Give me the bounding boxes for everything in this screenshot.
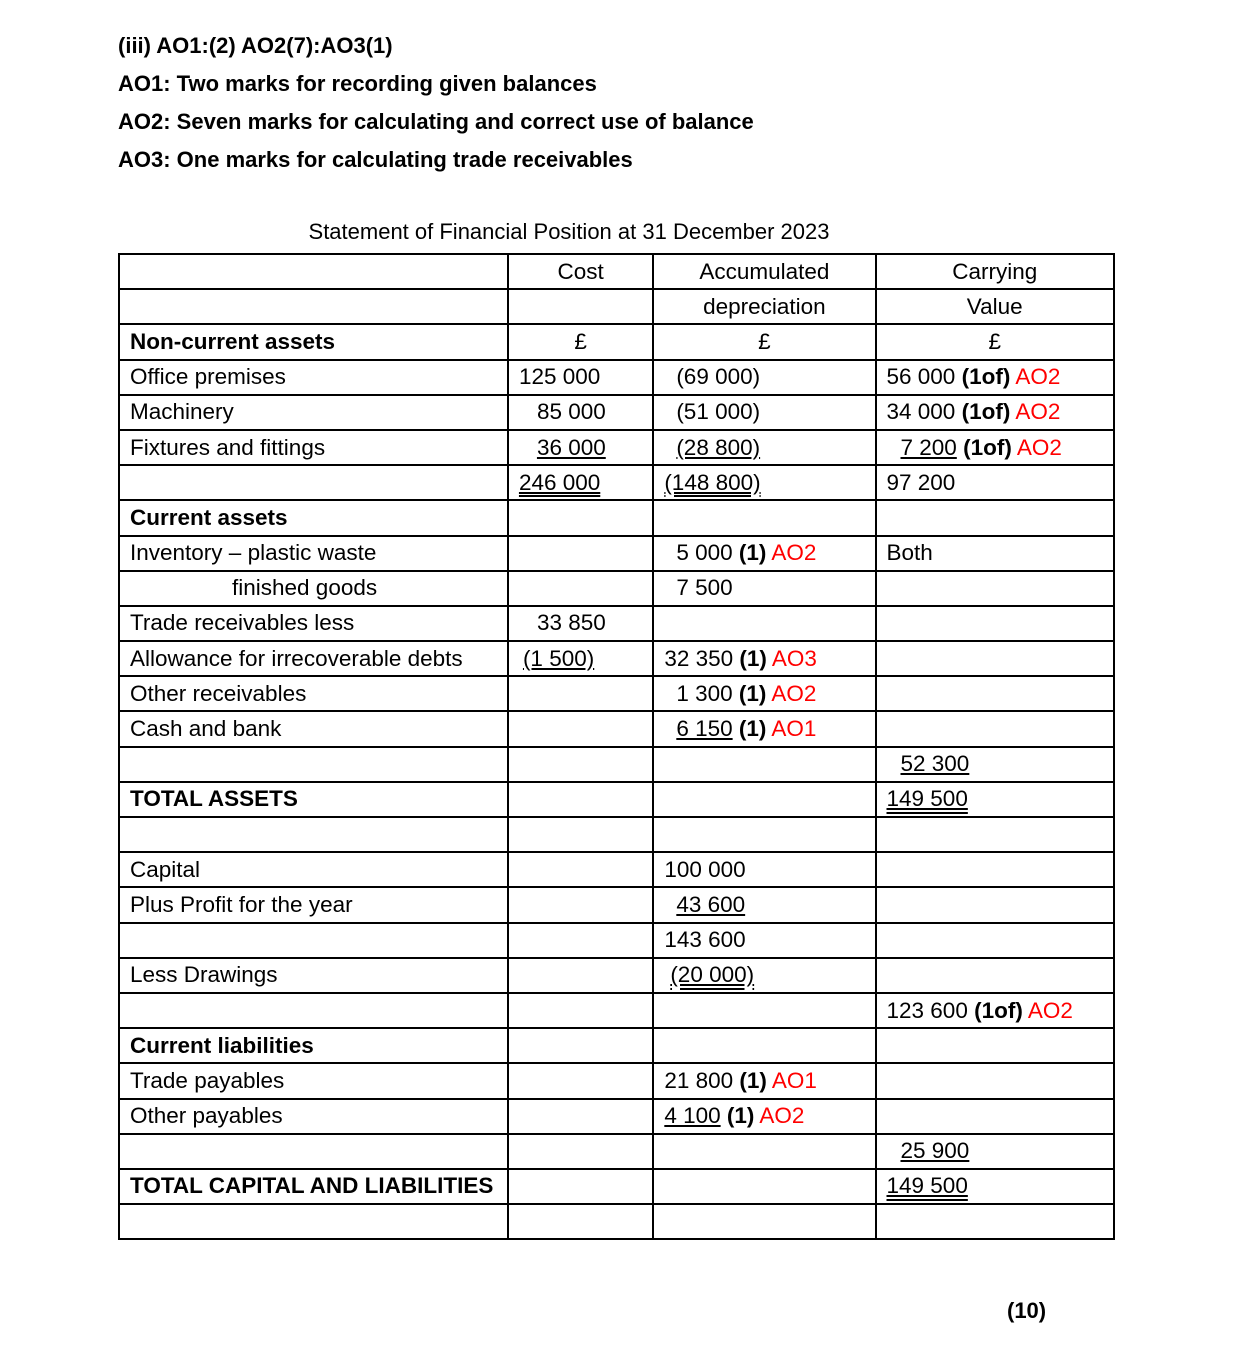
cell-text: 143 600 (664, 927, 746, 953)
cell-text: 149 500 (886, 786, 968, 812)
item-cell (119, 465, 508, 500)
section-heading: TOTAL ASSETS (130, 786, 298, 812)
item-cell (119, 958, 508, 993)
table-row (119, 1169, 1114, 1204)
carrying-value-cell (876, 571, 1115, 606)
assessment-objective-code: AO1 (771, 716, 817, 742)
question-part-heading: (iii) AO1:(2) AO2(7):AO3(1) (118, 33, 393, 58)
mark-award: (1) (739, 1067, 767, 1093)
table-row (119, 606, 1114, 641)
cell-text: Capital (130, 856, 201, 882)
amount: 34 000 (886, 399, 956, 425)
table-row (119, 958, 1114, 993)
cell-text: Allowance for irrecoverable debts (130, 645, 463, 671)
accumulated-depreciation-cell (653, 958, 875, 993)
accumulated-depreciation-cell (653, 289, 875, 324)
table-row (119, 711, 1114, 746)
accumulated-depreciation-cell (653, 993, 875, 1028)
cell-text: 85 000 (536, 399, 606, 425)
amount: 123 600 (886, 997, 968, 1023)
mark-award: (1) (738, 716, 767, 742)
cost-cell (508, 923, 653, 958)
section-heading: TOTAL CAPITAL AND LIABILITIES (130, 1173, 494, 1199)
cell-text: finished goods (232, 575, 378, 601)
item-cell (119, 1169, 508, 1204)
accumulated-depreciation-cell (653, 782, 875, 817)
carrying-value-cell (876, 641, 1115, 676)
cell-text: Value (966, 293, 1023, 319)
cost-cell (508, 465, 653, 500)
mark-award: (1) (738, 540, 767, 566)
accumulated-depreciation-cell (653, 923, 875, 958)
carrying-value-cell (876, 1099, 1115, 1134)
accumulated-depreciation-cell (653, 1028, 875, 1063)
section-heading: Current assets (130, 504, 288, 530)
cell-text: (1 500) (522, 645, 595, 671)
cell-text: Trade payables (130, 1067, 285, 1093)
item-cell (119, 606, 508, 641)
carrying-value-cell (876, 676, 1115, 711)
statement-title: Statement of Financial Position at 31 December 2023 (308, 219, 830, 244)
assessment-objective-code: AO2 (759, 1103, 805, 1129)
cell-text: depreciation (703, 293, 826, 319)
cell-text: Other payables (130, 1103, 283, 1129)
cell-text: Machinery (130, 399, 234, 425)
cost-cell (508, 782, 653, 817)
table-row (119, 676, 1114, 711)
cost-cell (508, 324, 653, 359)
carrying-value-cell (876, 923, 1115, 958)
item-cell (119, 782, 508, 817)
carrying-value-cell (876, 1204, 1115, 1239)
cell-text: Less Drawings (130, 962, 278, 988)
assessment-objective-code: AO2 (1015, 364, 1061, 390)
carrying-value-cell (876, 1134, 1115, 1169)
cell-text: Fixtures and fittings (130, 434, 326, 460)
accumulated-depreciation-cell (653, 1134, 875, 1169)
carrying-value-cell (876, 395, 1115, 430)
item-cell (119, 1099, 508, 1134)
accumulated-depreciation-cell (653, 254, 875, 289)
table-row (119, 887, 1114, 922)
carrying-value-cell (876, 711, 1115, 746)
table-row (119, 817, 1114, 852)
section-heading: Current liabilities (130, 1032, 314, 1058)
accumulated-depreciation-cell (653, 1204, 875, 1239)
cost-cell (508, 500, 653, 535)
accumulated-depreciation-cell (653, 641, 875, 676)
table-row (119, 782, 1114, 817)
carrying-value-cell (876, 360, 1115, 395)
amount: 5 000 (676, 540, 733, 566)
total-marks: (10) (1007, 1298, 1047, 1323)
cell-text: (20 000) (670, 962, 755, 988)
accumulated-depreciation-cell (653, 676, 875, 711)
item-cell (119, 500, 508, 535)
table-row (119, 923, 1114, 958)
carrying-value-cell (876, 1028, 1115, 1063)
cost-cell (508, 571, 653, 606)
item-cell (119, 571, 508, 606)
cost-cell (508, 958, 653, 993)
cell-text: Inventory – plastic waste (130, 540, 377, 566)
table-row (119, 395, 1114, 430)
cell-text: 25 900 (900, 1138, 970, 1164)
cost-cell (508, 1204, 653, 1239)
assessment-objective-code: AO2 (1016, 434, 1062, 460)
item-cell (119, 641, 508, 676)
accumulated-depreciation-cell (653, 606, 875, 641)
cost-cell (508, 606, 653, 641)
table-row (119, 571, 1114, 606)
carrying-value-cell (876, 782, 1115, 817)
cell-text: (28 800) (676, 434, 761, 460)
carrying-value-cell (876, 817, 1115, 852)
table-row (119, 430, 1114, 465)
table-row (119, 500, 1114, 535)
carrying-value-cell (876, 500, 1115, 535)
carrying-value-cell (876, 1063, 1115, 1098)
carrying-value-cell (876, 606, 1115, 641)
table-row (119, 289, 1114, 324)
table-row (119, 1063, 1114, 1098)
cell-text: Plus Profit for the year (130, 891, 353, 917)
item-cell (119, 536, 508, 571)
item-cell (119, 887, 508, 922)
cost-cell (508, 711, 653, 746)
item-cell (119, 711, 508, 746)
accumulated-depreciation-cell (653, 324, 875, 359)
item-cell (119, 676, 508, 711)
item-cell (119, 254, 508, 289)
table-row (119, 254, 1114, 289)
assessment-objective-code: AO2 (1015, 399, 1061, 425)
cell-text: (148 800) (664, 469, 761, 495)
cost-cell (508, 254, 653, 289)
financial-position-table (118, 253, 1115, 1240)
accumulated-depreciation-cell (653, 395, 875, 430)
accumulated-depreciation-cell (653, 536, 875, 571)
mark-award: (1of) (974, 997, 1023, 1023)
cell-text: 246 000 (518, 469, 601, 495)
ao3-description: AO3: One marks for calculating trade receivables (118, 147, 633, 172)
cell-text: 52 300 (900, 751, 970, 777)
cost-cell (508, 993, 653, 1028)
carrying-value-cell (876, 1169, 1115, 1204)
amount: 7 200 (900, 434, 957, 460)
item-cell (119, 852, 508, 887)
table-row (119, 360, 1114, 395)
cost-cell (508, 887, 653, 922)
cost-cell (508, 676, 653, 711)
carrying-value-cell (876, 852, 1115, 887)
cost-cell (508, 395, 653, 430)
accumulated-depreciation-cell (653, 1169, 875, 1204)
item-cell (119, 993, 508, 1028)
accumulated-depreciation-cell (653, 817, 875, 852)
accumulated-depreciation-cell (653, 571, 875, 606)
cost-cell (508, 747, 653, 782)
item-cell (119, 430, 508, 465)
carrying-value-cell (876, 430, 1115, 465)
item-cell (119, 1063, 508, 1098)
cost-cell (508, 430, 653, 465)
accumulated-depreciation-cell (653, 360, 875, 395)
assessment-objective-code: AO1 (771, 1067, 817, 1093)
assessment-objective-code: AO3 (771, 645, 817, 671)
assessment-objective-code: AO2 (1027, 997, 1073, 1023)
mark-award: (1) (739, 645, 767, 671)
item-cell (119, 1134, 508, 1169)
table-row (119, 536, 1114, 571)
section-heading: Non-current assets (130, 328, 336, 354)
cell-text: 43 600 (676, 891, 746, 917)
cell-text: £ (988, 328, 1001, 354)
table-row (119, 324, 1114, 359)
item-cell (119, 817, 508, 852)
table-row (119, 1028, 1114, 1063)
cell-text: 97 200 (886, 469, 956, 495)
cell-text: Cost (557, 258, 604, 284)
amount: 1 300 (676, 680, 733, 706)
cost-cell (508, 289, 653, 324)
amount: 32 350 (664, 645, 734, 671)
cell-text: Accumulated (699, 258, 830, 284)
accumulated-depreciation-cell (653, 747, 875, 782)
carrying-value-cell (876, 536, 1115, 571)
ao1-description: AO1: Two marks for recording given balances (118, 71, 597, 96)
carrying-value-cell (876, 289, 1115, 324)
cell-text: Office premises (130, 364, 286, 390)
table-row (119, 1134, 1114, 1169)
cell-text: Carrying (952, 258, 1038, 284)
accumulated-depreciation-cell (653, 500, 875, 535)
cost-cell (508, 1134, 653, 1169)
statement-title-wrap (118, 219, 1114, 245)
cost-cell (508, 641, 653, 676)
table-row (119, 465, 1114, 500)
mark-award: (1of) (961, 399, 1011, 425)
cell-text: £ (574, 328, 587, 354)
item-cell (119, 360, 508, 395)
mark-award: (1of) (963, 434, 1012, 460)
table-row (119, 993, 1114, 1028)
cost-cell (508, 1099, 653, 1134)
table-row (119, 747, 1114, 782)
cell-text: (69 000) (676, 364, 761, 390)
ao2-description: AO2: Seven marks for calculating and correct use of balance (118, 109, 754, 134)
carrying-value-cell (876, 993, 1115, 1028)
amount: 56 000 (886, 364, 956, 390)
item-cell (119, 324, 508, 359)
accumulated-depreciation-cell (653, 887, 875, 922)
carrying-value-cell (876, 324, 1115, 359)
carrying-value-cell (876, 887, 1115, 922)
cell-text: £ (758, 328, 771, 354)
assessment-objective-code: AO2 (771, 540, 817, 566)
table-row (119, 1099, 1114, 1134)
cost-cell (508, 1063, 653, 1098)
table-row (119, 641, 1114, 676)
cell-text: 7 500 (676, 575, 733, 601)
cell-text: 149 500 (886, 1173, 968, 1199)
cell-text: 33 850 (536, 610, 606, 636)
cost-cell (508, 852, 653, 887)
accumulated-depreciation-cell (653, 465, 875, 500)
cost-cell (508, 817, 653, 852)
accumulated-depreciation-cell (653, 430, 875, 465)
amount: 6 150 (676, 716, 733, 742)
mark-award: (1) (726, 1103, 755, 1129)
carrying-value-cell (876, 465, 1115, 500)
cost-cell (508, 360, 653, 395)
item-cell (119, 923, 508, 958)
cost-cell (508, 536, 653, 571)
cell-text: (51 000) (676, 399, 761, 425)
cell-text: Both (886, 540, 933, 566)
carrying-value-cell (876, 747, 1115, 782)
table-row (119, 1204, 1114, 1239)
amount: 4 100 (664, 1103, 721, 1129)
item-cell (119, 289, 508, 324)
item-cell (119, 1028, 508, 1063)
cell-text: 125 000 (518, 364, 601, 390)
mark-award: (1of) (961, 364, 1011, 390)
accumulated-depreciation-cell (653, 1063, 875, 1098)
accumulated-depreciation-cell (653, 1099, 875, 1134)
assessment-objective-code: AO2 (771, 680, 817, 706)
cost-cell (508, 1169, 653, 1204)
cell-text: Other receivables (130, 680, 307, 706)
amount: 21 800 (664, 1067, 734, 1093)
accumulated-depreciation-cell (653, 852, 875, 887)
cell-text: 36 000 (536, 434, 606, 460)
item-cell (119, 395, 508, 430)
carrying-value-cell (876, 254, 1115, 289)
item-cell (119, 1204, 508, 1239)
carrying-value-cell (876, 958, 1115, 993)
table-row (119, 852, 1114, 887)
cell-text: 100 000 (664, 856, 746, 882)
cell-text: Trade receivables less (130, 610, 355, 636)
accumulated-depreciation-cell (653, 711, 875, 746)
cost-cell (508, 1028, 653, 1063)
mark-award: (1) (738, 680, 767, 706)
item-cell (119, 747, 508, 782)
cell-text: Cash and bank (130, 716, 282, 742)
